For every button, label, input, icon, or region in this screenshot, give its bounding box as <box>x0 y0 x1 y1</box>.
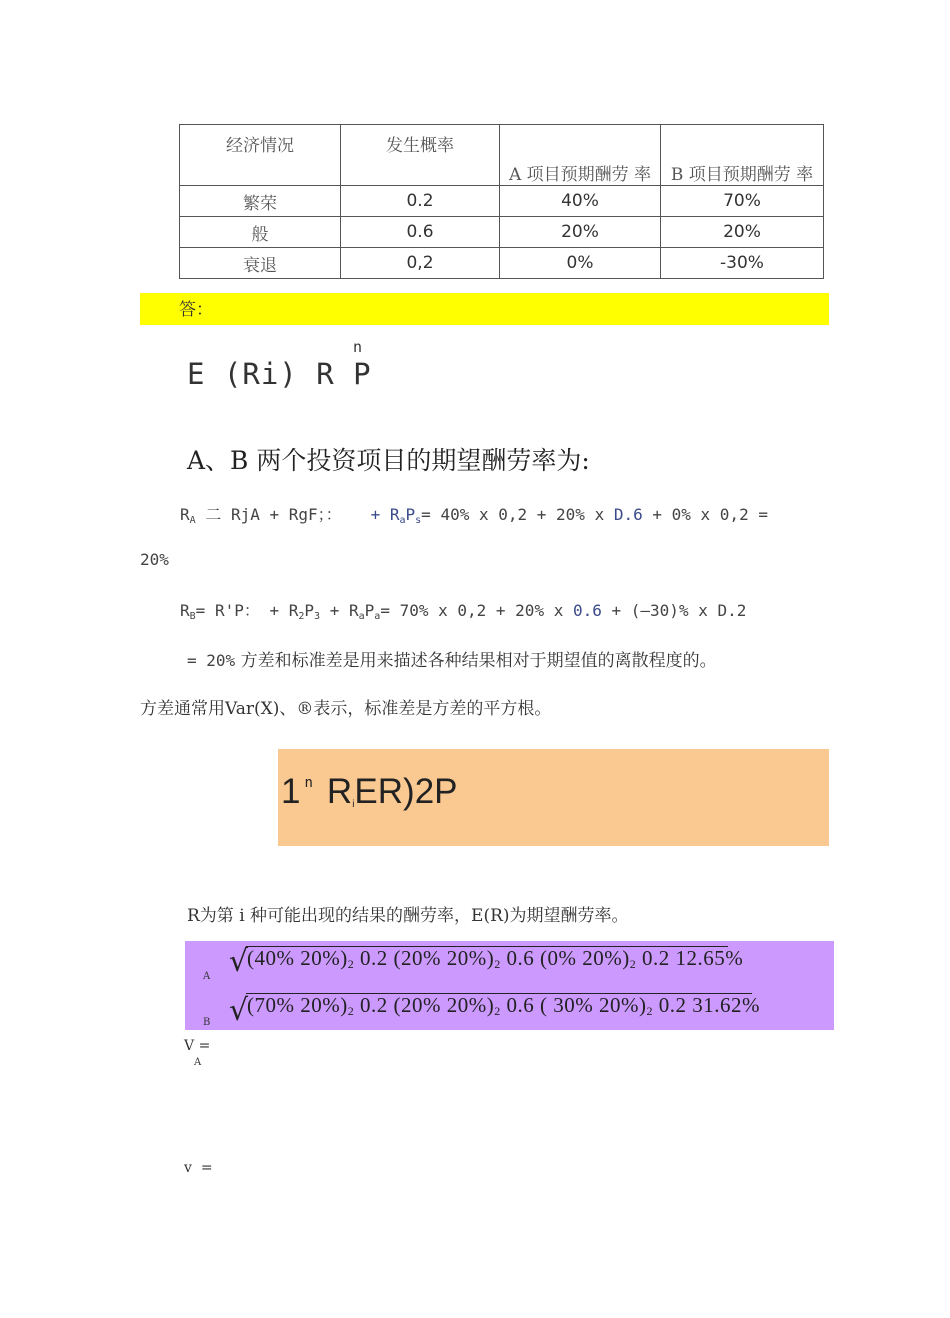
table-cell: 70% <box>661 186 824 217</box>
rb-part4: + (—30)% x D.2 <box>601 601 747 620</box>
table-header-row <box>180 125 824 186</box>
header-a-return: A 项目预期酬劳 率 <box>500 125 661 186</box>
answer-highlight-bar <box>140 293 829 325</box>
std-dev-b-line: (70% 20%)2 0.2 (20% 20%)2 0.6 ( 30% 20%)2 0.2 31.62% <box>247 993 760 1018</box>
std-dev-a-line: (40% 20%)2 0.2 (20% 20%)2 0.6 (0% 20%)2 0.2 12.65% <box>247 946 744 971</box>
variance-line-1 <box>187 646 717 671</box>
ra-symbol: $R_A$ <box>180 505 196 526</box>
table-cell: 0.2 <box>341 186 500 217</box>
ra-part2: + $R_aP_s$ <box>370 505 422 526</box>
ra-equation <box>180 502 768 526</box>
header-economic-condition: 经济情况 <box>180 125 341 186</box>
variance-line-2: 方差通常用Var(X)、®表示，标准差是方差的平方根。 <box>140 699 552 719</box>
cv-a-subscript: A <box>194 1057 202 1068</box>
rb-part1: = R'P： + R <box>195 601 299 620</box>
ra-result: 20% <box>140 550 169 569</box>
expected-return-formula: E (Ri) R P <box>187 357 372 391</box>
table-cell: 般 <box>180 217 341 248</box>
variance-description: 方差和标准差是用来描述各种结果相对于期望值的离散程度的。 <box>240 651 717 671</box>
table-cell: 0% <box>500 248 661 279</box>
sigma-a-subscript: A <box>203 971 211 982</box>
table-row <box>180 248 824 279</box>
table-cell: 40% <box>500 186 661 217</box>
sigma-b-subscript: B <box>203 1017 211 1028</box>
cv-b-label: v = <box>184 1160 213 1176</box>
table-row <box>180 186 824 217</box>
return-description: R为第 i 种可能出现的结果的酬劳率，E(R)为期望酬劳率。 <box>187 906 629 926</box>
table-cell: 0,2 <box>341 248 500 279</box>
rb-symbol: $R_B$ <box>180 601 196 622</box>
header-probability: 发生概率 <box>341 125 500 186</box>
rb-part3: 0.6 <box>572 601 602 620</box>
table-cell: 衰退 <box>180 248 341 279</box>
ra-part4: D.6 <box>613 505 643 524</box>
table-cell: 20% <box>661 217 824 248</box>
variance-prefix: = 20% <box>187 651 236 670</box>
table-cell: -30% <box>661 248 824 279</box>
ra-part1: 二 RjA + RgF；： <box>205 505 342 524</box>
table-cell: 繁荣 <box>180 186 341 217</box>
formula-superscript: n <box>353 338 363 356</box>
rb-part2: = 70% x 0,2 + 20% x <box>380 601 573 620</box>
table-cell: 0.6 <box>341 217 500 248</box>
rb-equation: $R_B= R'P$： + $R_2P_3 + R_aP_a= 70\%$ x 0,2 + 20% x 0.6 + (—30)% x D.2 <box>180 601 747 622</box>
ra-part3: = 40% x 0,2 + 20% x <box>421 505 614 524</box>
section-heading: A、B 两个投资项目的期望酬劳率为: <box>187 446 590 475</box>
table-row <box>180 217 824 248</box>
sqrt-icon: √ <box>229 993 249 1028</box>
cv-a-label: V = <box>184 1038 211 1054</box>
table-cell: 20% <box>500 217 661 248</box>
answer-label: 答： <box>179 300 213 320</box>
ra-part5: + 0% x 0,2 = <box>642 505 768 524</box>
probability-table <box>179 124 824 279</box>
variance-formula: 1 $^n$ RiER)2P <box>281 772 458 811</box>
header-b-return: B 项目预期酬劳 率 <box>661 125 824 186</box>
sqrt-icon: √ <box>229 944 249 979</box>
